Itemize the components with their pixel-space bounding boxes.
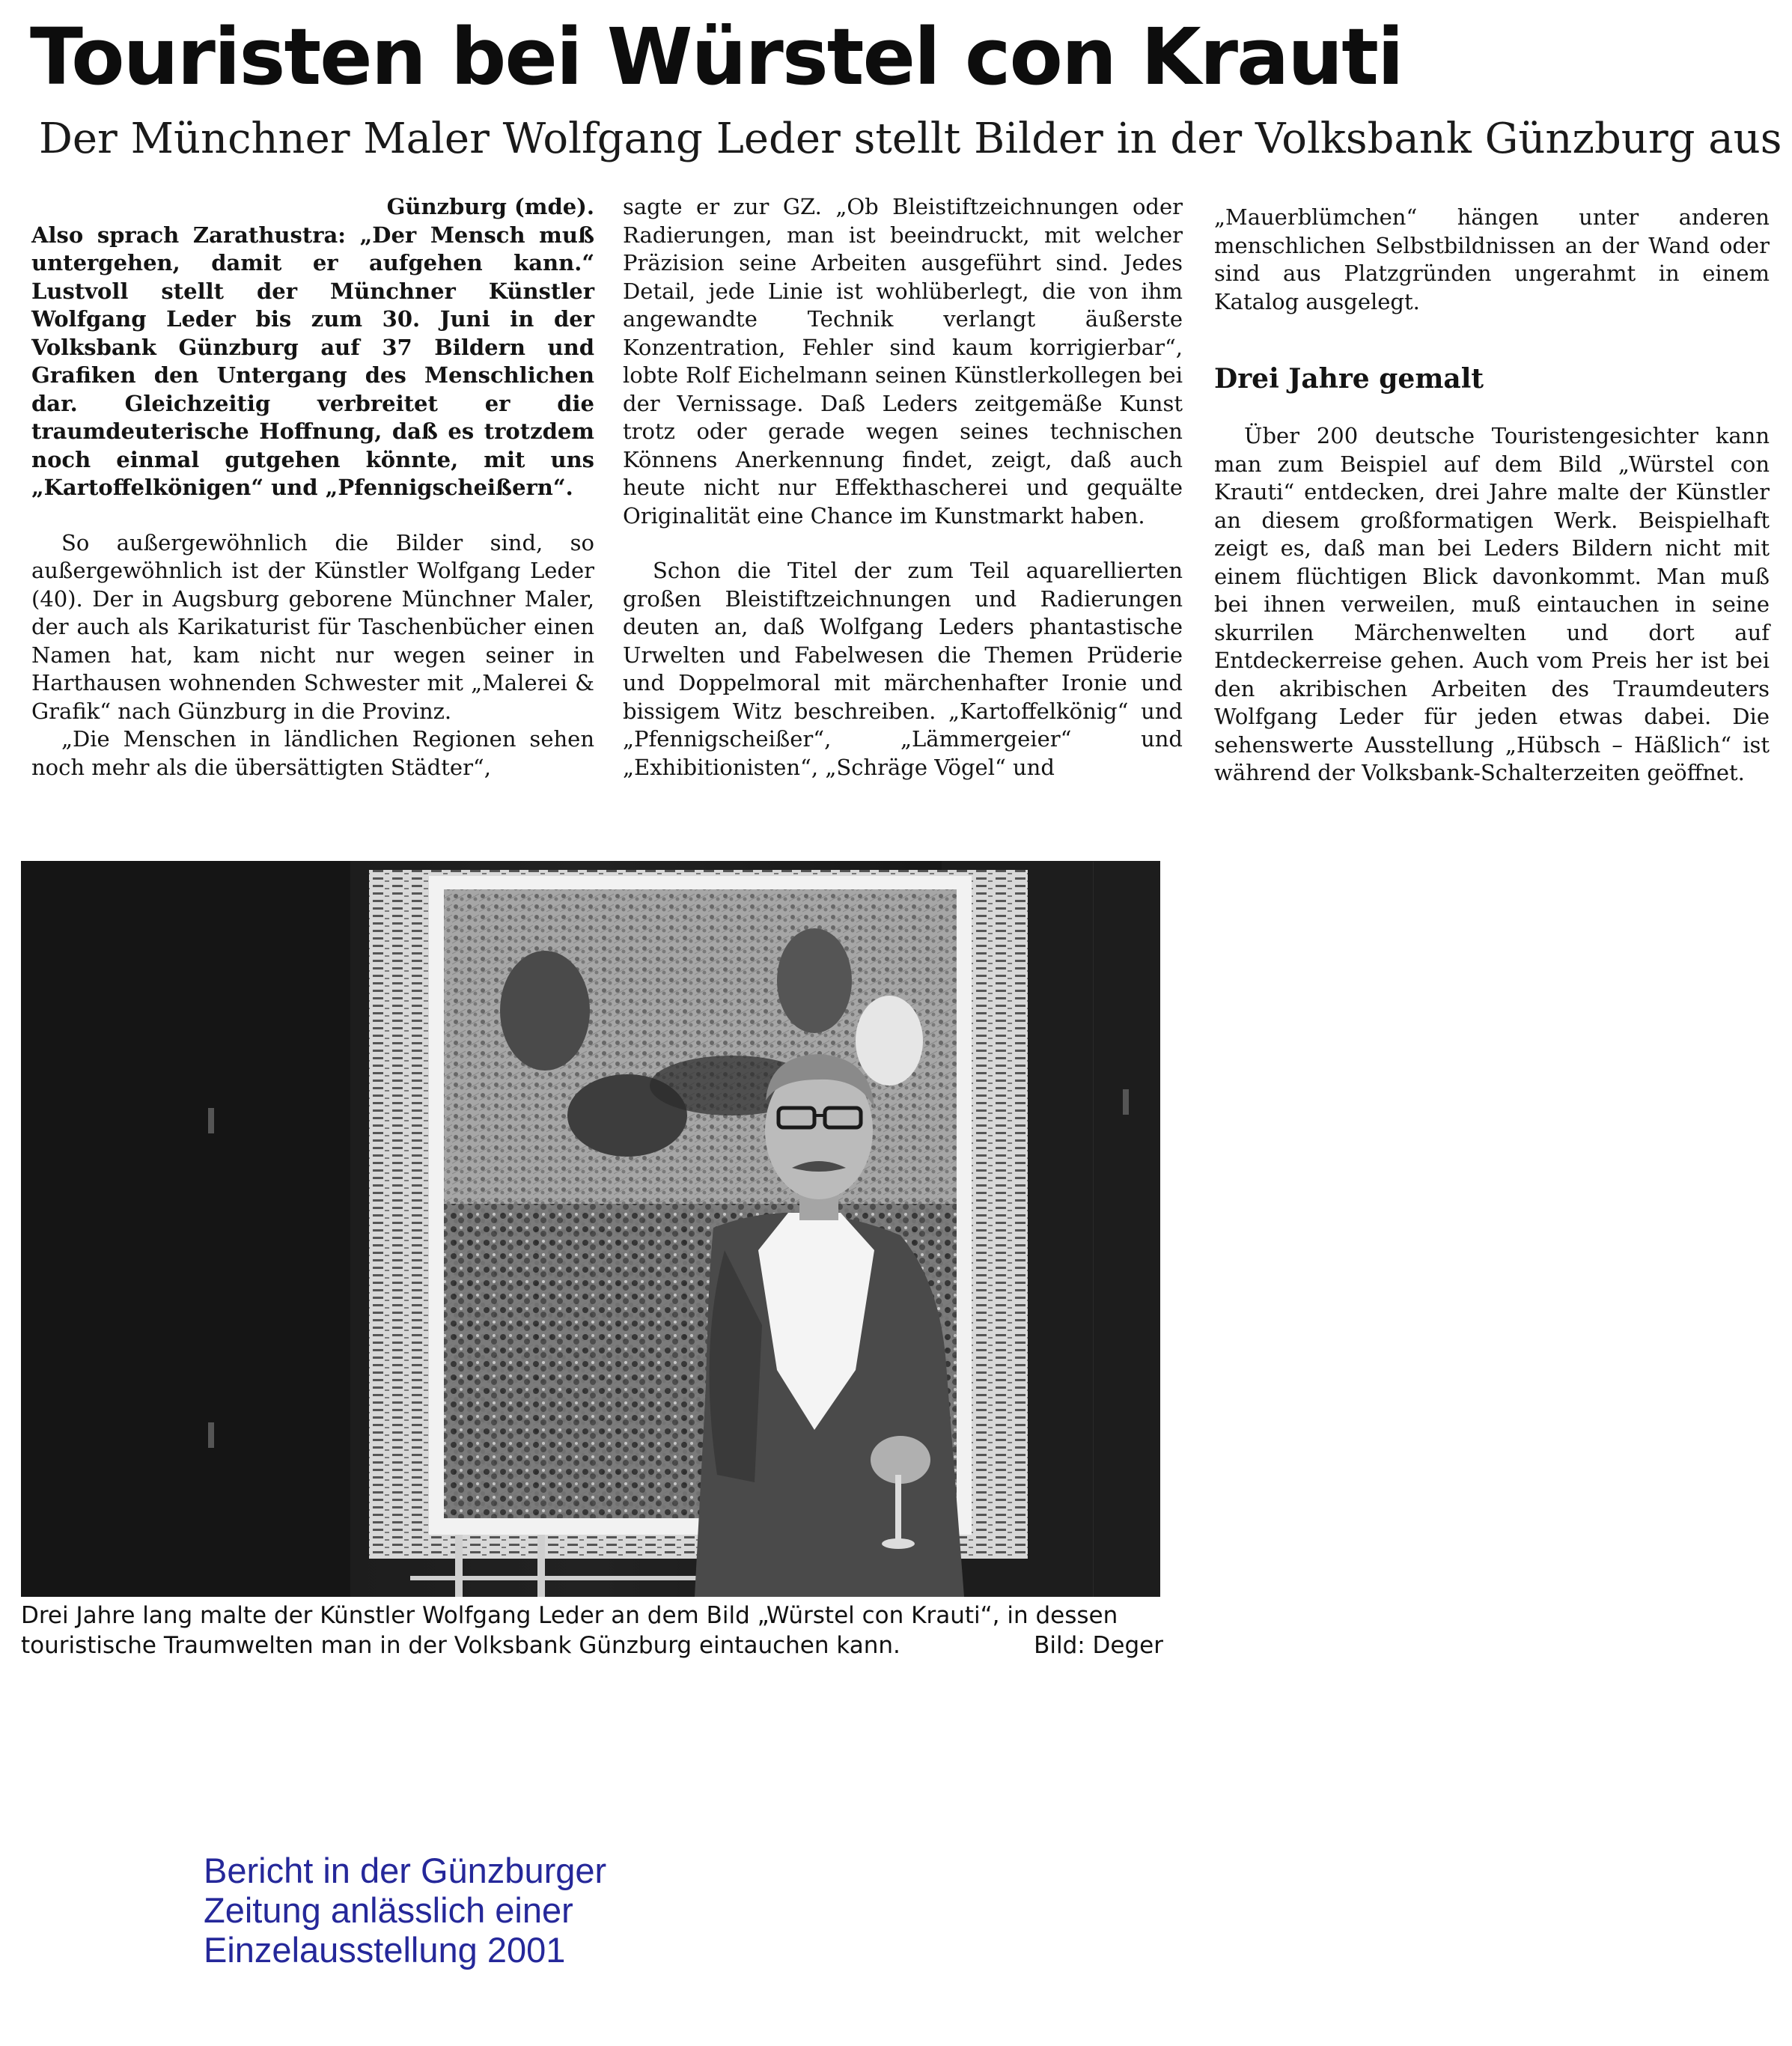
photo-credit: Bild: Deger — [1034, 1632, 1163, 1659]
source-note-line-3: Einzelausstellung 2001 — [204, 1930, 566, 1970]
subheading: Drei Jahre gemalt — [1214, 363, 1484, 395]
source-note — [204, 1851, 877, 1970]
article-photo — [21, 861, 1160, 1597]
headline: Touristen bei Würstel con Krauti — [30, 11, 1403, 103]
source-note-line-2: Zeitung anlässlich einer — [204, 1890, 573, 1930]
body-paragraph-4: Über 200 deutsche Touristengesichter kann man zum Beispiel auf dem Bild „Würstel con Krauti“ entdecken, drei Jahre malte der Künstler an diesem großformatigen Werk. Beispielhaft zeigt es, daß man bei Leders Bildern nicht mit einem flüchtigen Blick davonkommt. Man muß bei ihnen verweilen, muß eintauchen in seine skurrilen Märchenwelten und dort auf Entdeckerreise gehen. Auch vom Preis her ist bei den akribischen Arbeiten des Traumdeuters Wolfgang Leder für jeden etwas dabei. Die sehenswerte Ausstellung „Hübsch – Häßlich“ ist während der Volksbank-Schalterzeiten geöffnet. — [1214, 423, 1770, 785]
article-column-1 — [31, 193, 594, 782]
article-column-3 — [1214, 204, 1770, 788]
dateline: Günzburg (mde). — [386, 194, 594, 219]
article-column-2 — [623, 193, 1183, 782]
body-paragraph-3: Schon die Titel der zum Teil aquarellierten großen Bleistiftzeichnungen und Radierungen deuten an, daß Wolfgang Leders phantastische Urwelten und Fabelwesen die Themen Prüderie und Doppelmoral mit märchenhafter Ironie und bissigem Witz beschreiben. „Kartoffelkönig“ und „Pfennigscheißer“, „Lämmergeier“ und „Exhibitionisten“, „Schräge Vögel“ und — [623, 558, 1183, 780]
caption-text: Drei Jahre lang malte der Künstler Wolfgang Leder an dem Bild „Würstel con Krauti“, in dessen touristische Traumwelten man in der Volksbank Günzburg eintauchen kann. — [21, 1602, 1118, 1659]
body-paragraph-2 — [31, 725, 594, 782]
body-paragraph-3-continued: „Mauerblümchen“ hängen unter anderen menschlichen Selbstbildnissen an der Wand oder sind aus Platzgründen ungerahmt in einem Katalog ausgelegt. — [1214, 204, 1770, 314]
photo-caption — [21, 1601, 1166, 1660]
lead-paragraph: Also sprach Zarathustra: „Der Mensch muß untergehen, damit er aufgehen kann.“ Lustvoll stellt der Münchner Künstler Wolfgang Leder bis zum 30. Juni in der Volksbank Günzburg auf 37 Bildern und Grafiken den Untergang des Menschlichen dar. Gleichzeitig verbreitet er die traumdeuterische Hoffnung, daß es trotzdem noch einmal gutgehen könnte, mit uns „Kartoffelkönigen“ und „Pfennigscheißern“. — [31, 222, 594, 500]
subheadline: Der Münchner Maler Wolfgang Leder stellt Bilder in der Volksbank Günzburg aus — [39, 115, 1782, 163]
quote-start: „Die Menschen in ländlichen Regionen sehen noch mehr als die übersättigten Städter“, — [31, 726, 594, 780]
body-paragraph-2-continued: sagte er zur GZ. „Ob Bleistiftzeichnungen oder Radierungen, man ist beeindruckt, mit welcher Präzision seine Arbeiten ausgeführt sind. Jedes Detail, jede Linie ist wohlüberlegt, die von ihm angewandte Technik verlangt äußerste Konzentration, Fehler sind kaum korrigierbar“, lobte Rolf Eichelmann seinen Künstlerkollegen bei der Vernissage. Daß Leders zeitgemäße Kunst trotz oder gerade wegen seines technischen Könnens Anerkennung findet, zeigt, daß auch heute nicht nur Effekthascherei und gequälte Originalität eine Chance im Kunstmarkt haben. — [623, 194, 1183, 529]
body-paragraph-1: So außergewöhnlich die Bilder sind, so außergewöhnlich ist der Künstler Wolfgang Leder (40). Der in Augsburg geborene Münchner Maler, der auch als Karikaturist für Taschenbücher einen Namen hat, kam nicht nur wegen seiner in Harthausen wohnenden Schwester mit „Malerei & Grafik“ nach Günzburg in die Provinz. — [31, 529, 594, 724]
source-note-line-1: Bericht in der Günzburger — [204, 1851, 607, 1890]
